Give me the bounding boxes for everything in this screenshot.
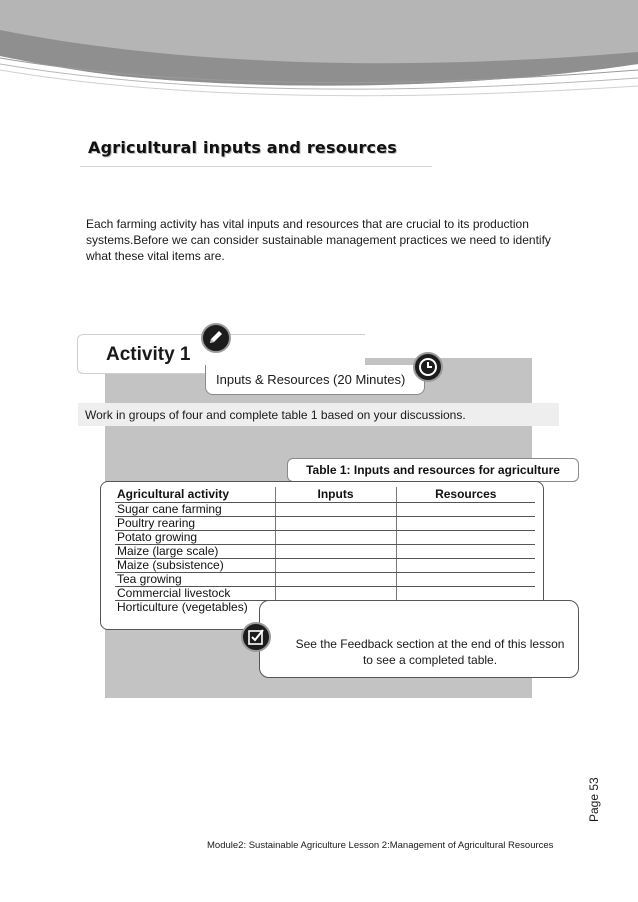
table-caption: Table 1: Inputs and resources for agriculture [287, 458, 579, 482]
activity-name-cell: Sugar cane farming [115, 502, 275, 516]
feedback-line-1: See the Feedback section at the end of this lesson [295, 637, 565, 651]
table-row [115, 544, 535, 558]
intro-paragraph: Each farming activity has vital inputs and resources that are crucial to its production systems.Before we can consider sustainable management practices we need to identify what these vital items are. [86, 217, 551, 263]
header-agricultural-activity: Agricultural activity [115, 487, 275, 502]
activity-name-cell: Maize (subsistence) [115, 558, 275, 572]
table-row [115, 530, 535, 544]
inputs-cell[interactable] [275, 516, 396, 530]
resources-cell[interactable] [396, 516, 535, 530]
inputs-cell[interactable] [275, 572, 396, 586]
inputs-cell[interactable] [275, 502, 396, 516]
page-header-banner [0, 0, 638, 110]
page-footer: Module2: Sustainable Agriculture Lesson 2:Management of Agricultural Resources [207, 840, 554, 851]
activity-name-cell: Potato growing [115, 530, 275, 544]
table-row [115, 558, 535, 572]
table-row [115, 572, 535, 586]
resources-cell[interactable] [396, 572, 535, 586]
activity-name-cell: Maize (large scale) [115, 544, 275, 558]
checkbox-icon [241, 622, 271, 652]
activity-duration: Inputs & Resources (20 Minutes) [205, 365, 425, 395]
inputs-cell[interactable] [275, 586, 396, 600]
resources-cell[interactable] [396, 586, 535, 600]
feedback-note [290, 636, 570, 668]
activity-table [115, 487, 535, 614]
pencil-icon [201, 323, 231, 353]
header-inputs: Inputs [275, 487, 396, 502]
heading-divider [80, 166, 432, 167]
activity-name-cell: Tea growing [115, 572, 275, 586]
inputs-cell[interactable] [275, 530, 396, 544]
activity-instruction: Work in groups of four and complete table 1 based on your discussions. [78, 403, 559, 426]
table-header-row [115, 487, 535, 502]
inputs-cell[interactable] [275, 558, 396, 572]
table-row [115, 516, 535, 530]
section-heading: Agricultural inputs and resources [88, 138, 398, 157]
feedback-line-2: to see a completed table. [362, 653, 498, 667]
page-number: Page 53 [587, 777, 601, 822]
activity-name-cell: Commercial livestock [115, 586, 275, 600]
resources-cell[interactable] [396, 502, 535, 516]
inputs-cell[interactable] [275, 544, 396, 558]
activity-name-cell: Horticulture (vegetables) [117, 599, 248, 614]
activity-title: Activity 1 [106, 344, 191, 365]
clock-icon [413, 352, 443, 382]
table-row [115, 502, 535, 516]
resources-cell[interactable] [396, 544, 535, 558]
header-resources: Resources [396, 487, 535, 502]
resources-cell[interactable] [396, 530, 535, 544]
resources-cell[interactable] [396, 558, 535, 572]
activity-name-cell: Poultry rearing [115, 516, 275, 530]
table-row [115, 586, 535, 600]
